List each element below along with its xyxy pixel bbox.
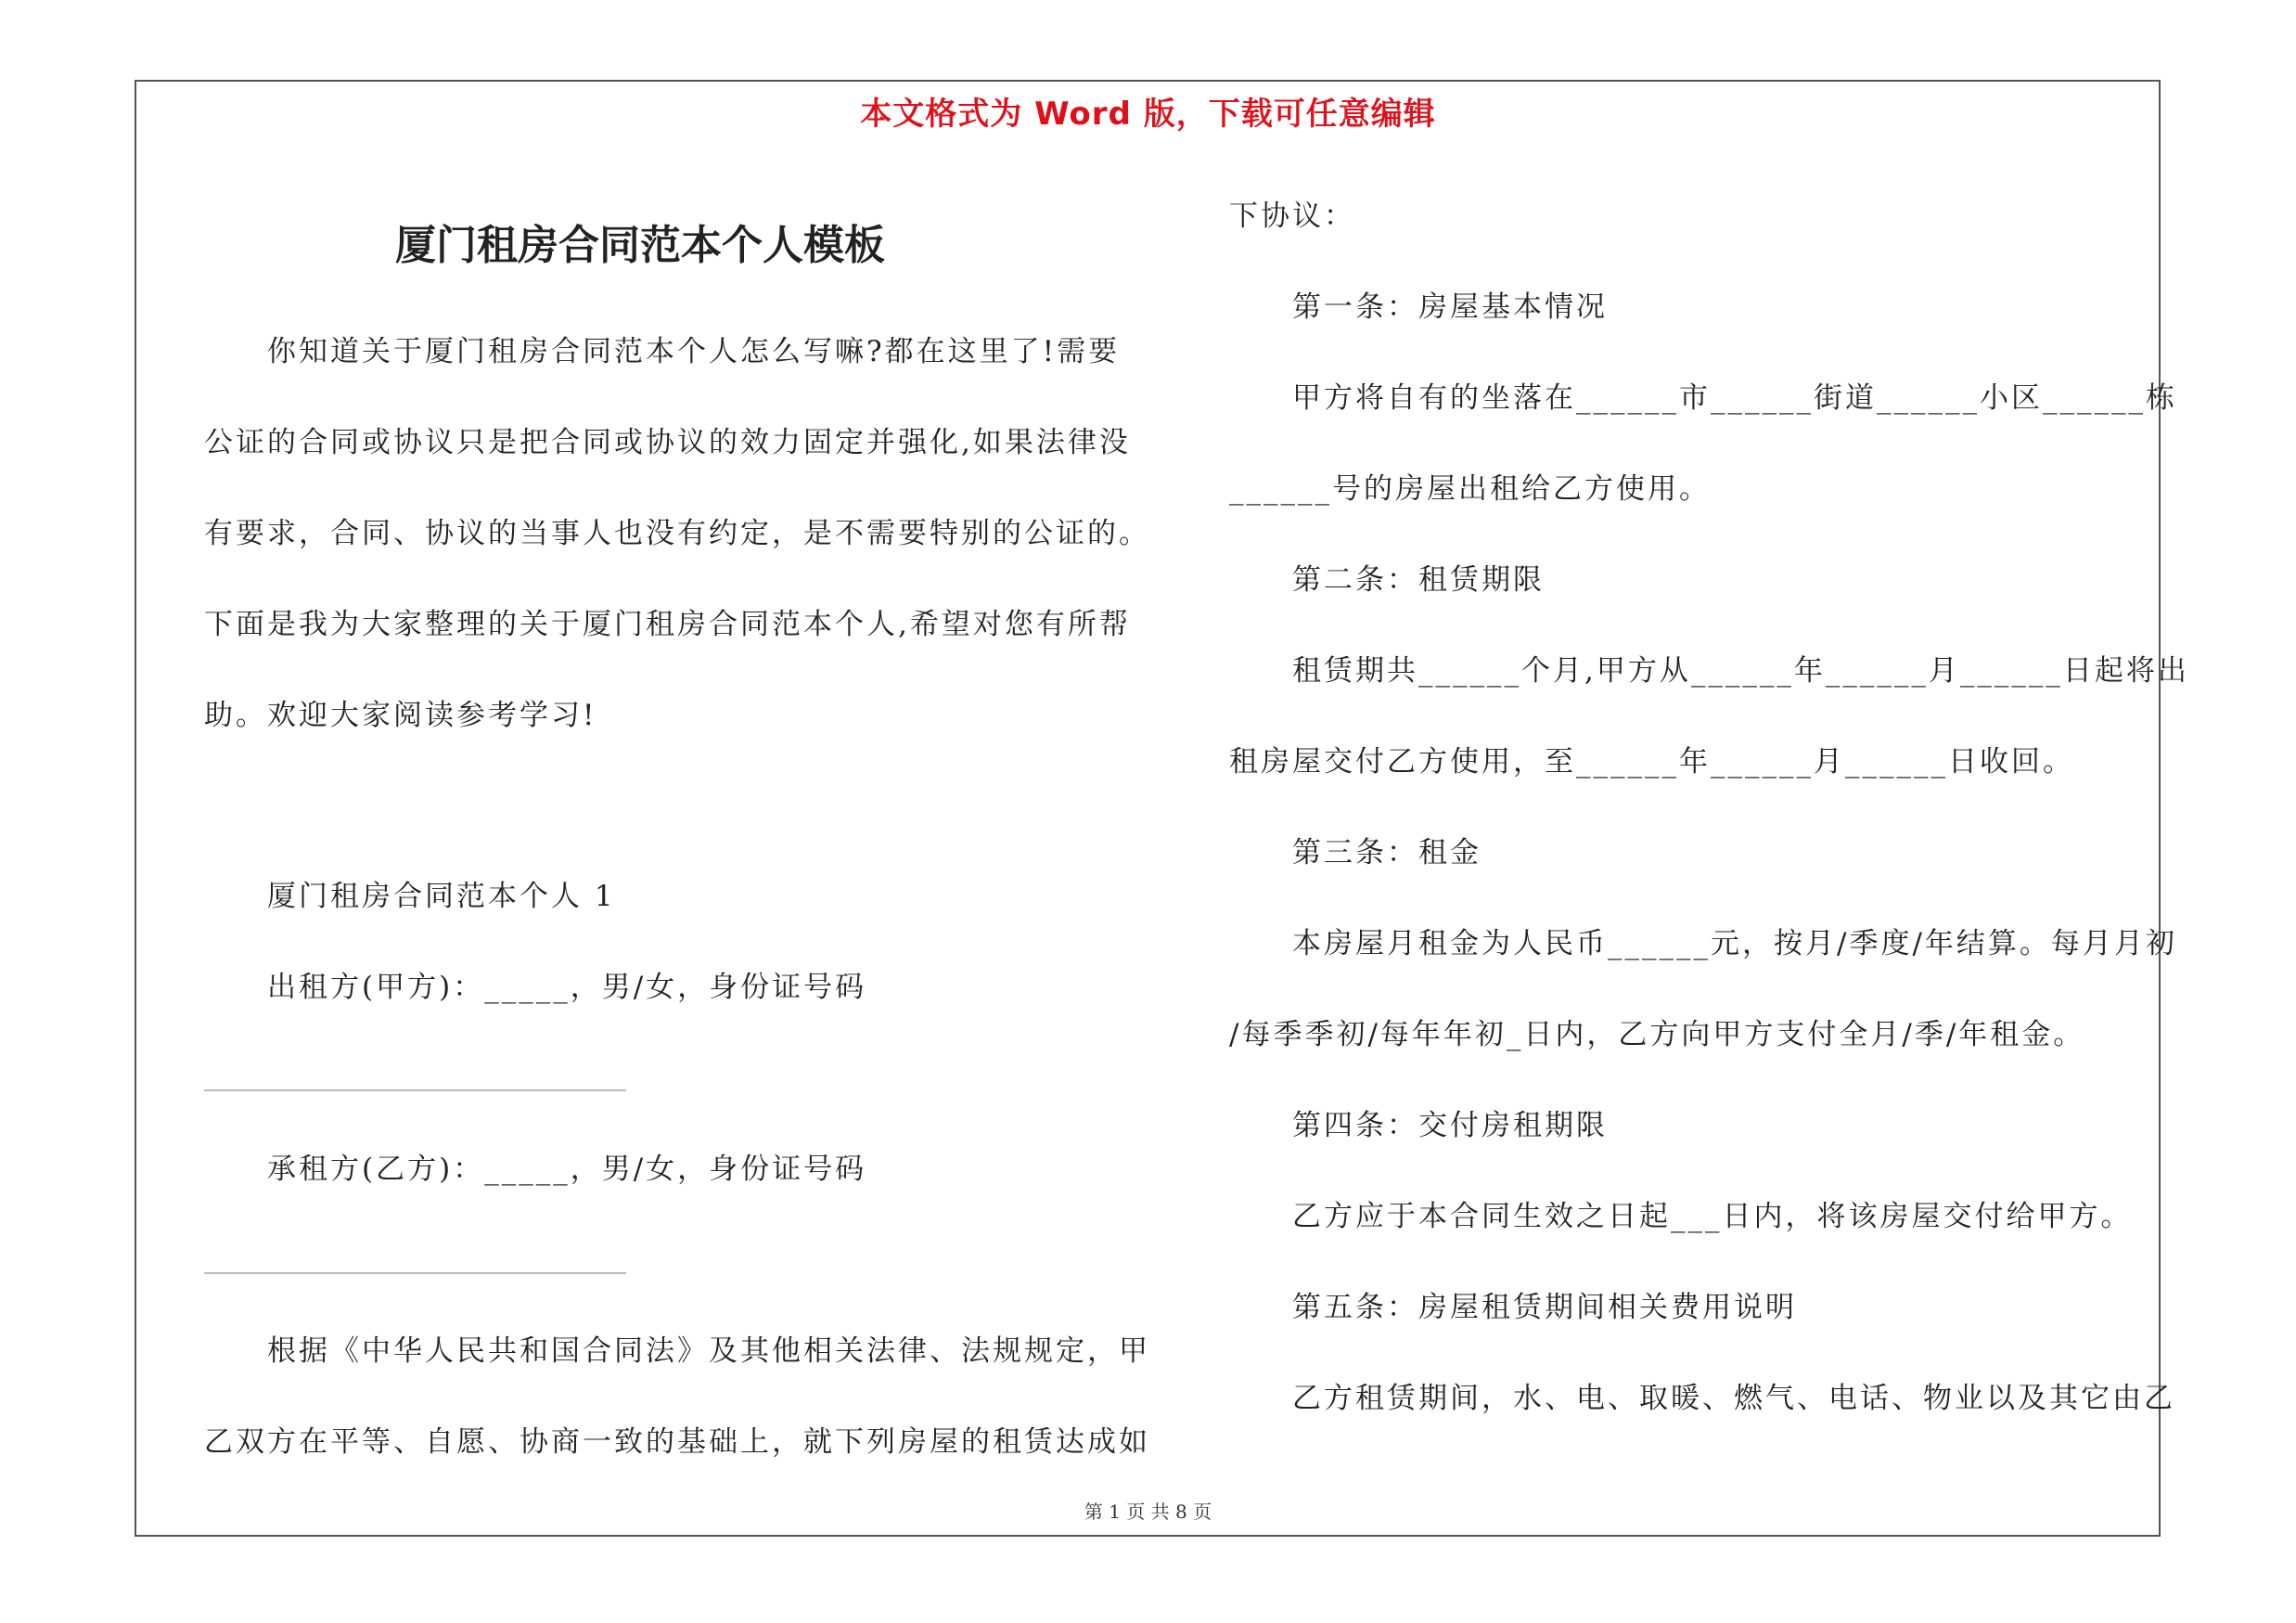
section-heading: 厦门租房合同范本个人 1 xyxy=(267,880,616,913)
paragraph-line: 本房屋月租金为人民币______元，按月/季度/年结算。每月月初 xyxy=(1292,927,2177,960)
lessor-line: 出租方(甲方)：_____，男/女，身份证号码 xyxy=(267,971,867,1004)
page-number-footer: 第 1 页 共 8 页 xyxy=(1084,1501,1212,1523)
paragraph-line: 甲方将自有的坐落在______市______街道______小区______栋 xyxy=(1292,381,2177,415)
paragraph-line: 租房屋交付乙方使用，至______年______月______日收回。 xyxy=(1229,745,2074,779)
blank-underline xyxy=(204,1272,626,1274)
clause-heading: 第四条：交付房租期限 xyxy=(1292,1109,1608,1142)
paragraph-line: 下协议： xyxy=(1229,200,1355,233)
paragraph-line: 乙方租赁期间，水、电、取暖、燃气、电话、物业以及其它由乙 xyxy=(1292,1382,2175,1415)
paragraph-line: 租赁期共______个月,甲方从______年______月______日起将出 xyxy=(1292,654,2189,688)
paragraph-line: 根据《中华人民共和国合同法》及其他相关法律、法规规定，甲 xyxy=(267,1334,1150,1368)
clause-heading: 第三条：租金 xyxy=(1292,836,1481,869)
page-frame xyxy=(135,80,2161,1537)
clause-heading: 第二条：租赁期限 xyxy=(1292,563,1545,597)
paragraph-line: 公证的合同或协议只是把合同或协议的效力固定并强化,如果法律没 xyxy=(204,426,1131,459)
paragraph-line: 下面是我为大家整理的关于厦门租房合同范本个人,希望对您有所帮 xyxy=(204,608,1131,641)
paragraph-line: ______号的房屋出租给乙方使用。 xyxy=(1229,472,1711,506)
paragraph-line: 乙双方在平等、自愿、协商一致的基础上，就下列房屋的租赁达成如 xyxy=(204,1425,1150,1459)
paragraph-line: 乙方应于本合同生效之日起___日内，将该房屋交付给甲方。 xyxy=(1292,1200,2133,1233)
clause-heading: 第一条：房屋基本情况 xyxy=(1292,290,1608,324)
blank-underline xyxy=(204,1089,626,1091)
paragraph-line: 你知道关于厦门租房合同范本个人怎么写嘛?都在这里了!需要 xyxy=(267,335,1121,368)
format-banner: 本文格式为 Word 版，下载可任意编辑 xyxy=(860,96,1436,133)
paragraph-line: /每季季初/每年年初_日内，乙方向甲方支付全月/季/年租金。 xyxy=(1229,1018,2085,1051)
document-title: 厦门租房合同范本个人模板 xyxy=(395,222,885,269)
paragraph-line: 助。欢迎大家阅读参考学习! xyxy=(204,699,597,732)
lessee-line: 承租方(乙方)：_____，男/女，身份证号码 xyxy=(267,1153,867,1186)
clause-heading: 第五条：房屋租赁期间相关费用说明 xyxy=(1292,1291,1797,1324)
paragraph-line: 有要求，合同、协议的当事人也没有约定，是不需要特别的公证的。 xyxy=(204,517,1150,550)
